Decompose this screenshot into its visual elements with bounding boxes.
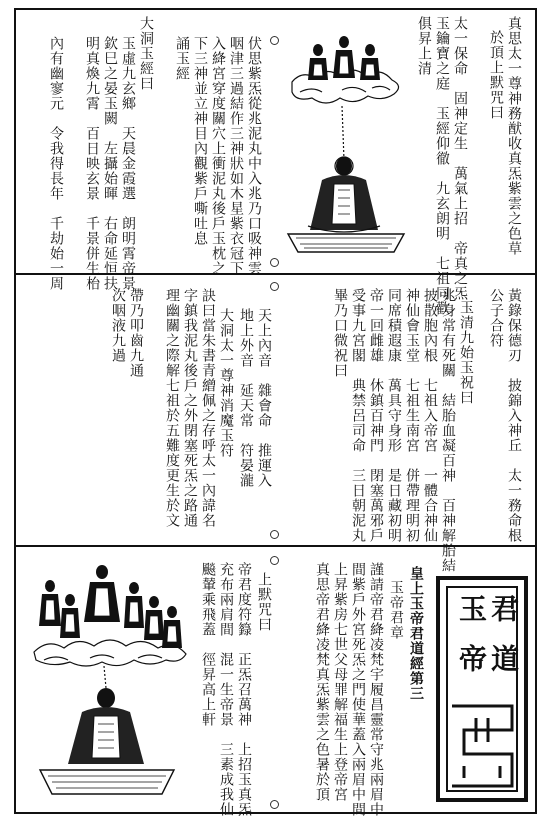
text-column: 兆身常有死關 結胎血凝百神 百神解胎結	[440, 288, 456, 573]
text-column: 地上外音 延天常 符晏瀧	[238, 308, 254, 488]
chapter-subtitle: 玉帝君章	[388, 580, 404, 640]
text-column: 上默咒曰	[256, 572, 272, 632]
seal-glyph: 帝	[455, 644, 488, 672]
text-column: 咽津三過結作三神狀如木星紫衣冠下	[228, 36, 244, 276]
binding-hole	[270, 36, 279, 45]
text-column: 太一保命 固神定生 萬氣上招 帝真之炁	[452, 16, 468, 301]
binding-hole	[270, 258, 279, 267]
assembly-illustration	[30, 560, 190, 800]
binding-hole	[270, 556, 279, 565]
text-column: 內有幽寥元 令我得長年 千劫始一周	[48, 36, 64, 291]
text-column: 披散胞內根 七祖入帝宮 一體合神仙	[422, 288, 438, 543]
chapter-title: 皇上玉帝君道經第三	[408, 566, 424, 701]
seal-pattern	[446, 700, 518, 792]
text-column: 天上內音 雜會命 推運入	[256, 308, 272, 488]
text-column: 玉清九始玉祝曰	[458, 300, 474, 405]
text-column: 於頂上默咒曰	[488, 30, 504, 120]
text-column: 謹請帝君絳凌梵宇履昌靈常守兆兩眉中	[368, 562, 384, 817]
seal-glyph: 道	[487, 644, 520, 672]
text-column: 玉虛九玄鄉 天晨金霞選 朗明霄帝景	[120, 36, 136, 291]
text-column: 玉鑰寶之庭 玉經仰徹 九玄朗明 七祖同歡	[434, 16, 450, 316]
text-column: 帝一回雌雄 休鎮百神門 閉塞萬邪戶	[368, 288, 384, 543]
seal-glyph: 玉	[455, 594, 488, 622]
binding-hole	[270, 800, 279, 809]
binding-hole	[270, 282, 279, 291]
text-column: 俱昇上清	[416, 16, 432, 76]
text-column: 明真煥九霄 百日映玄景 千景併生枱	[84, 36, 100, 291]
text-column: 字鎮我泥丸後戶之外閉塞死炁之路通	[182, 288, 198, 528]
text-column: 入絳宮穿度關穴上衝泥丸後戶玉枕之	[210, 36, 226, 276]
text-column: 飈輦乘飛蓋 徑昇高上軒	[200, 562, 216, 727]
text-column: 大洞太一尊神消魔玉符	[218, 308, 234, 458]
text-column: 上昇紫房七世父母罪解福生上登帝宮	[332, 562, 348, 802]
panel-divider-bottom	[16, 545, 535, 547]
text-column: 誦玉經	[174, 36, 190, 81]
text-column: 大洞玉經曰	[138, 16, 154, 91]
seal-glyph: 君	[487, 594, 520, 622]
text-column: 訣曰當朱書青繒佩之存呼太一內諱名	[200, 288, 216, 528]
text-column: 伏思紫炁從兆泥丸中入兆乃口吸神雲	[246, 36, 262, 276]
binding-hole	[270, 530, 279, 539]
text-column: 受事九宮閣 典禁呂司命 三日朝泥丸	[350, 288, 366, 543]
text-column: 間紫戶外宮死炁之門使華蓋入兩眉中間	[350, 562, 366, 817]
text-column: 真思太一尊神務猷收真炁紫雲之色草	[506, 16, 522, 256]
text-column: 神仙會玉堂 七祖生南宮 併帶理明初	[404, 288, 420, 543]
text-column: 同席積遐康 萬具守身形 是日藏初明	[386, 288, 402, 543]
seal-stamp	[436, 576, 528, 802]
meditation-illustration	[282, 20, 410, 256]
text-column: 下三神並立神目內觀紫戶嘶吐息	[192, 36, 208, 246]
text-column: 次咽液九過	[110, 288, 126, 363]
text-column: 公子合符	[488, 288, 504, 348]
text-column: 帝君度符籙 正炁召萬神 上招玉真炁	[236, 562, 252, 817]
text-column: 畢乃口微祝曰	[332, 288, 348, 378]
text-column: 欽巳之晏玉闕 左攝始暉 右命延恒扶	[102, 36, 118, 291]
text-column: 真思帝君絳凌梵真炁紫雲之色暑於頂	[314, 562, 330, 802]
text-column: 黃錄保德刃 披錦入神丘 太一務命根	[506, 288, 522, 543]
text-column: 帶乃叩齒九通	[128, 288, 144, 378]
text-column: 充布兩肩間 混一生帝景 三素成我仙	[218, 562, 234, 817]
text-column: 理幽關之際解七祖於五難度更生於文	[164, 288, 180, 528]
